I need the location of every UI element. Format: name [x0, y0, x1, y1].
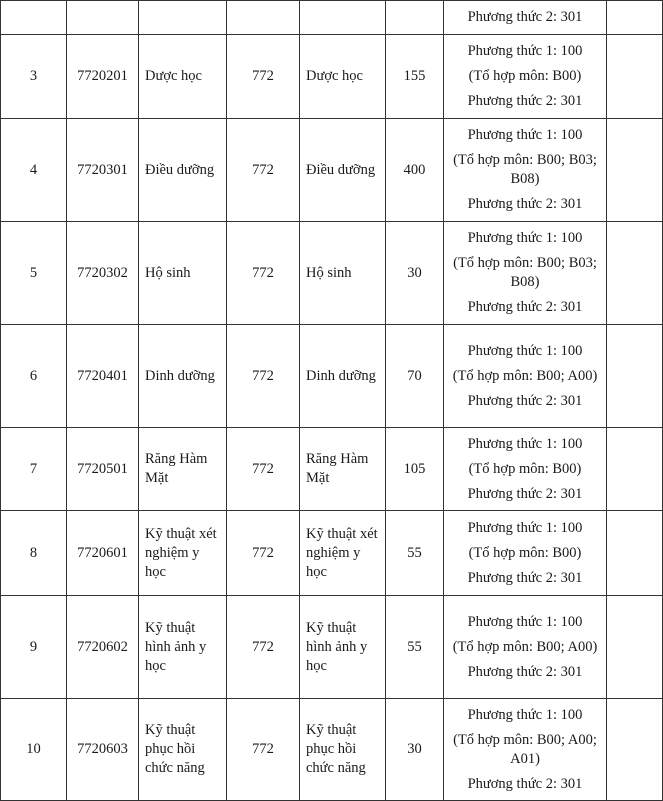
- group-name-cell: Hộ sinh: [300, 222, 386, 325]
- major-cell: Dinh dưỡng: [139, 325, 227, 428]
- method-2-text: Phương thức 2: 301: [467, 392, 583, 409]
- method-cell: [444, 35, 607, 119]
- quota-cell: 155: [386, 35, 444, 119]
- combo-text: (Tổ hợp môn: B00): [468, 544, 582, 561]
- major-cell: Điều dưỡng: [139, 119, 227, 222]
- code-cell: 7720603: [67, 699, 139, 801]
- method-cell: [444, 428, 607, 511]
- group-name-cell: Dinh dưỡng: [300, 325, 386, 428]
- group-cell: 772: [227, 325, 300, 428]
- group-name-cell: Dược học: [300, 35, 386, 119]
- group-cell: 772: [227, 222, 300, 325]
- group-cell: 772: [227, 428, 300, 511]
- group-cell: 772: [227, 119, 300, 222]
- group-name-cell: Điều dưỡng: [300, 119, 386, 222]
- combo-text: (Tổ hợp môn: B00; B03; B08): [453, 152, 597, 187]
- group-name-cell: Kỹ thuật phục hồi chức năng: [300, 699, 386, 801]
- method-2-text: Phương thức 2: 301: [467, 196, 583, 212]
- method-2-text: Phương thức 2: 301: [467, 299, 583, 315]
- group-name-cell: Kỹ thuật xét nghiệm y học: [300, 511, 386, 596]
- code-cell: 7720601: [67, 511, 139, 596]
- method-cell: [444, 511, 607, 596]
- method-cell: [444, 222, 607, 325]
- method-2-text: Phương thức 2: 301: [467, 569, 583, 586]
- method-2-text: Phương thức 2: 301: [467, 9, 583, 25]
- code-cell: 7720201: [67, 35, 139, 119]
- group-cell: 772: [227, 35, 300, 119]
- combo-text: (Tổ hợp môn: B00): [468, 460, 582, 477]
- table-row: [1, 35, 663, 119]
- major-cell: Hộ sinh: [139, 222, 227, 325]
- group-name-cell: Kỹ thuật hình ảnh y học: [300, 596, 386, 699]
- code-cell: 7720501: [67, 428, 139, 511]
- method-cell: [444, 1, 607, 35]
- stt-cell: 6: [1, 325, 67, 428]
- table-row: [1, 699, 663, 801]
- quota-cell: 400: [386, 119, 444, 222]
- stt-cell: 4: [1, 119, 67, 222]
- method-1-text: Phương thức 1: 100: [467, 519, 583, 536]
- quota-cell: 55: [386, 596, 444, 699]
- major-cell: Dược học: [139, 35, 227, 119]
- quota-cell: 105: [386, 428, 444, 511]
- quota-cell: 30: [386, 699, 444, 801]
- method-2-text: Phương thức 2: 301: [467, 775, 583, 792]
- combo-text: (Tổ hợp môn: B00): [468, 68, 582, 84]
- group-name-cell: Răng Hàm Mặt: [300, 428, 386, 511]
- combo-text: (Tổ hợp môn: B00; A00): [452, 367, 598, 384]
- table-row: [1, 119, 663, 222]
- method-1-text: Phương thức 1: 100: [467, 342, 583, 359]
- group-cell: 772: [227, 699, 300, 801]
- code-cell: 7720302: [67, 222, 139, 325]
- method-1-text: Phương thức 1: 100: [467, 435, 583, 452]
- stt-cell: 5: [1, 222, 67, 325]
- method-cell: [444, 325, 607, 428]
- code-cell: 7720602: [67, 596, 139, 699]
- major-cell: Kỹ thuật xét nghiệm y học: [139, 511, 227, 596]
- stt-cell: 10: [1, 699, 67, 801]
- quota-cell: 30: [386, 222, 444, 325]
- table-row: [1, 428, 663, 511]
- major-cell: Kỹ thuật hình ảnh y học: [139, 596, 227, 699]
- combo-text: (Tổ hợp môn: B00; A00): [452, 638, 598, 655]
- method-1-text: Phương thức 1: 100: [467, 127, 583, 143]
- table-row: [1, 1, 663, 35]
- stt-cell: 8: [1, 511, 67, 596]
- table-row: [1, 511, 663, 596]
- method-2-text: Phương thức 2: 301: [467, 93, 583, 109]
- code-cell: 7720301: [67, 119, 139, 222]
- method-1-text: Phương thức 1: 100: [467, 613, 583, 630]
- method-2-text: Phương thức 2: 301: [467, 485, 583, 502]
- quota-cell: 55: [386, 511, 444, 596]
- combo-text: (Tổ hợp môn: B00; A00; A01): [453, 731, 597, 767]
- table-row: [1, 325, 663, 428]
- stt-cell: 3: [1, 35, 67, 119]
- table-row: [1, 596, 663, 699]
- method-1-text: Phương thức 1: 100: [467, 43, 583, 59]
- quota-cell: 70: [386, 325, 444, 428]
- stt-cell: 7: [1, 428, 67, 511]
- method-cell: [444, 119, 607, 222]
- combo-text: (Tổ hợp môn: B00; B03; B08): [453, 255, 597, 290]
- method-cell: [444, 596, 607, 699]
- major-cell: Răng Hàm Mặt: [139, 428, 227, 511]
- method-cell: [444, 699, 607, 801]
- group-cell: 772: [227, 596, 300, 699]
- table-row: [1, 222, 663, 325]
- code-cell: 7720401: [67, 325, 139, 428]
- major-cell: Kỹ thuật phục hồi chức năng: [139, 699, 227, 801]
- method-2-text: Phương thức 2: 301: [467, 663, 583, 680]
- method-1-text: Phương thức 1: 100: [467, 230, 583, 246]
- stt-cell: 9: [1, 596, 67, 699]
- method-1-text: Phương thức 1: 100: [467, 706, 583, 723]
- group-cell: 772: [227, 511, 300, 596]
